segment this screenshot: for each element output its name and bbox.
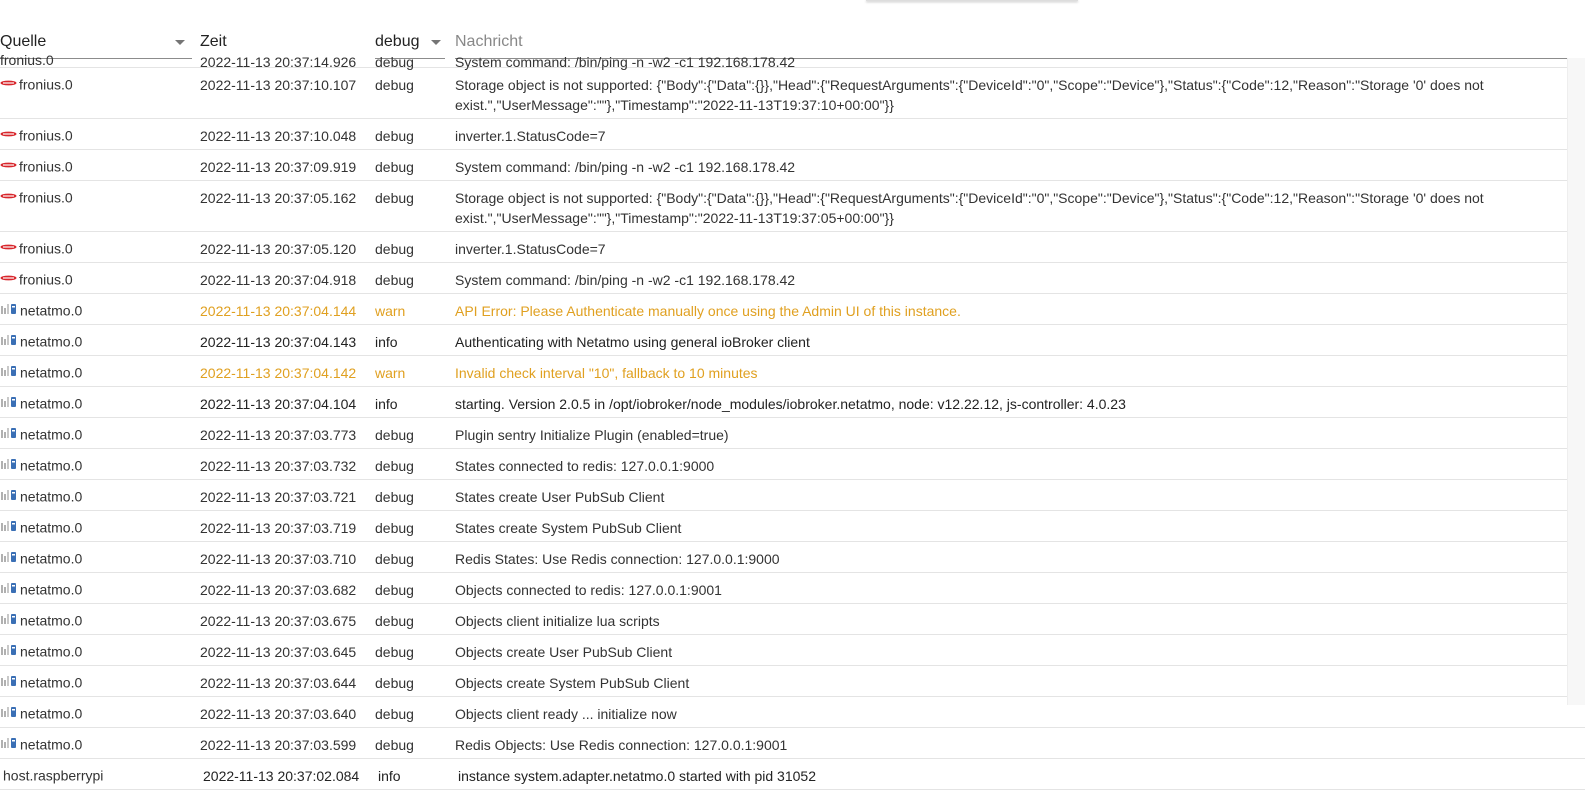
log-time: 2022-11-13 20:37:04.104 xyxy=(200,396,357,412)
fronius-icon xyxy=(0,162,17,168)
table-row xyxy=(0,119,1585,150)
log-time: 2022-11-13 20:37:03.675 xyxy=(200,613,357,629)
log-level: debug xyxy=(375,128,414,144)
netatmo-icon xyxy=(0,737,18,749)
table-row xyxy=(0,294,1585,325)
log-message: Storage object is not supported: {"Body":{"Data":{}},"Head":{"RequestArguments":{"DeviceId":"0","Scope":"Device"},"Status":{"Code":12,"Reason":"Storage '0' does not exist.","UserMessage":""},"Timestamp":"2022-11-13T19:37:05+00:00"}} xyxy=(455,190,1484,226)
vertical-scrollbar[interactable] xyxy=(1567,58,1585,705)
log-time: 2022-11-13 20:37:14.926 xyxy=(200,54,357,70)
log-source-label: netatmo.0 xyxy=(20,705,83,722)
level-filter-label: debug xyxy=(375,33,420,50)
netatmo-icon xyxy=(0,396,18,408)
log-message: API Error: Please Authenticate manually once using the Admin UI of this instance. xyxy=(455,303,961,319)
table-row xyxy=(0,181,1585,232)
log-source xyxy=(0,150,200,180)
log-source-label: netatmo.0 xyxy=(20,736,83,753)
log-level: debug xyxy=(375,582,414,598)
log-source xyxy=(0,232,200,262)
log-time: 2022-11-13 20:37:03.773 xyxy=(200,427,357,443)
log-source-label: fronius.0 xyxy=(19,240,73,257)
log-message: Objects client ready ... initialize now xyxy=(455,706,677,722)
log-source-label: host.raspberrypi xyxy=(3,767,104,784)
log-message: Authenticating with Netatmo using general ioBroker client xyxy=(455,334,810,350)
log-source-label: fronius.0 xyxy=(19,158,73,175)
log-source-label: netatmo.0 xyxy=(20,333,83,350)
log-level: debug xyxy=(375,458,414,474)
log-message: inverter.1.StatusCode=7 xyxy=(455,241,606,257)
log-level: info xyxy=(375,396,398,412)
log-source xyxy=(0,356,200,386)
log-message: Objects connected to redis: 127.0.0.1:9001 xyxy=(455,582,722,598)
log-message: States create System PubSub Client xyxy=(455,520,682,536)
log-time: 2022-11-13 20:37:03.721 xyxy=(200,489,357,505)
log-source xyxy=(0,542,200,572)
log-time: 2022-11-13 20:37:04.918 xyxy=(200,272,357,288)
table-row xyxy=(0,573,1585,604)
log-level: debug xyxy=(375,159,414,175)
log-time: 2022-11-13 20:37:10.107 xyxy=(200,77,357,93)
log-source xyxy=(0,511,200,541)
log-source-label: netatmo.0 xyxy=(20,457,83,474)
log-time: 2022-11-13 20:37:02.084 xyxy=(203,768,360,784)
log-time: 2022-11-13 20:37:03.599 xyxy=(200,737,357,753)
log-source xyxy=(0,573,200,603)
log-source-label: netatmo.0 xyxy=(20,519,83,536)
log-time: 2022-11-13 20:37:03.710 xyxy=(200,551,357,567)
log-message: System command: /bin/ping -n -w2 -c1 192.168.178.42 xyxy=(455,54,796,70)
log-time: 2022-11-13 20:37:04.143 xyxy=(200,334,357,350)
table-row xyxy=(0,511,1585,542)
log-source-label: netatmo.0 xyxy=(20,550,83,567)
log-time: 2022-11-13 20:37:03.732 xyxy=(200,458,357,474)
log-message: Redis Objects: Use Redis connection: 127.0.0.1:9001 xyxy=(455,737,788,753)
table-row xyxy=(0,542,1585,573)
log-source xyxy=(0,68,200,118)
table-row xyxy=(0,387,1585,418)
log-level: debug xyxy=(375,675,414,691)
log-time: 2022-11-13 20:37:03.719 xyxy=(200,520,357,536)
log-source-label: netatmo.0 xyxy=(20,364,83,381)
log-source-label: netatmo.0 xyxy=(20,426,83,443)
log-level: debug xyxy=(375,551,414,567)
log-source xyxy=(0,263,200,293)
log-source xyxy=(0,759,203,789)
time-header-label: Zeit xyxy=(200,33,227,50)
log-level: debug xyxy=(375,737,414,753)
log-source-label: fronius.0 xyxy=(19,271,73,288)
log-source-label: netatmo.0 xyxy=(20,674,83,691)
log-time: 2022-11-13 20:37:10.048 xyxy=(200,128,357,144)
table-row xyxy=(0,480,1585,511)
fronius-icon xyxy=(0,244,17,250)
netatmo-icon xyxy=(0,427,18,439)
log-message: inverter.1.StatusCode=7 xyxy=(455,128,606,144)
table-row xyxy=(0,68,1585,119)
log-level: debug xyxy=(375,427,414,443)
fronius-icon xyxy=(0,131,17,137)
log-source xyxy=(0,387,200,417)
log-level: warn xyxy=(375,303,406,319)
table-row xyxy=(0,263,1585,294)
log-time: 2022-11-13 20:37:04.144 xyxy=(200,303,357,319)
table-row xyxy=(0,635,1585,666)
netatmo-icon xyxy=(0,334,18,346)
log-message: Objects create User PubSub Client xyxy=(455,644,673,660)
log-source xyxy=(0,418,200,448)
log-time: 2022-11-13 20:37:09.919 xyxy=(200,159,357,175)
netatmo-icon xyxy=(0,706,18,718)
log-source xyxy=(0,325,200,355)
log-source: fronius.0 xyxy=(0,52,54,68)
netatmo-icon xyxy=(0,551,18,563)
log-source xyxy=(0,294,200,324)
table-row xyxy=(0,697,1585,728)
table-row xyxy=(0,325,1585,356)
log-level: debug xyxy=(375,706,414,722)
log-source xyxy=(0,181,200,231)
log-table xyxy=(0,52,1585,784)
log-source-label: netatmo.0 xyxy=(20,488,83,505)
log-level: debug xyxy=(375,613,414,629)
log-source-label: fronius.0 xyxy=(19,189,73,206)
netatmo-icon xyxy=(0,489,18,501)
log-message: instance system.adapter.netatmo.0 started with pid 31052 xyxy=(458,768,816,784)
log-time: 2022-11-13 20:37:05.162 xyxy=(200,190,357,206)
log-message: Objects client initialize lua scripts xyxy=(455,613,660,629)
netatmo-icon xyxy=(0,644,18,656)
table-row xyxy=(0,604,1585,635)
log-time: 2022-11-13 20:37:03.640 xyxy=(200,706,357,722)
table-row xyxy=(0,356,1585,387)
log-source xyxy=(0,666,200,696)
log-source-label: netatmo.0 xyxy=(20,581,83,598)
message-filter-placeholder: Nachricht xyxy=(455,33,523,50)
netatmo-icon xyxy=(0,303,18,315)
log-source xyxy=(0,635,200,665)
log-source-label: netatmo.0 xyxy=(20,302,83,319)
table-row xyxy=(0,418,1585,449)
log-level: debug xyxy=(375,77,414,93)
netatmo-icon xyxy=(0,458,18,470)
log-message: Objects create System PubSub Client xyxy=(455,675,690,691)
log-level: debug xyxy=(375,644,414,660)
popup-edge xyxy=(866,0,1078,1)
table-row xyxy=(0,759,1585,790)
log-source-label: netatmo.0 xyxy=(20,612,83,629)
log-source-label: fronius.0 xyxy=(19,76,73,93)
log-message: System command: /bin/ping -n -w2 -c1 192.168.178.42 xyxy=(455,272,796,288)
source-filter-label: Quelle xyxy=(0,33,47,50)
log-level: info xyxy=(378,768,401,784)
log-source xyxy=(0,604,200,634)
netatmo-icon xyxy=(0,582,18,594)
table-row xyxy=(0,449,1585,480)
log-level: debug xyxy=(375,190,414,206)
fronius-icon xyxy=(0,275,17,281)
log-message: States create User PubSub Client xyxy=(455,489,665,505)
log-time: 2022-11-13 20:37:03.644 xyxy=(200,675,357,691)
log-message: Storage object is not supported: {"Body":{"Data":{}},"Head":{"RequestArguments":{"DeviceId":"0","Scope":"Device"},"Status":{"Code":12,"Reason":"Storage '0' does not exist.","UserMessage":""},"Timestamp":"2022-11-13T19:37:10+00:00"}} xyxy=(455,77,1484,113)
table-row xyxy=(0,150,1585,181)
log-message: Invalid check interval "10", fallback to 10 minutes xyxy=(455,365,758,381)
log-message: Redis States: Use Redis connection: 127.0.0.1:9000 xyxy=(455,551,780,567)
fronius-icon xyxy=(0,193,17,199)
log-level: debug xyxy=(375,272,414,288)
netatmo-icon xyxy=(0,613,18,625)
fronius-icon xyxy=(0,80,17,86)
log-level: info xyxy=(375,334,398,350)
log-time: 2022-11-13 20:37:03.645 xyxy=(200,644,357,660)
log-time: 2022-11-13 20:37:04.142 xyxy=(200,365,357,381)
log-source-label: netatmo.0 xyxy=(20,643,83,660)
log-source xyxy=(0,480,200,510)
table-row xyxy=(0,232,1585,263)
log-level: debug xyxy=(375,489,414,505)
log-source xyxy=(0,697,200,727)
log-time: 2022-11-13 20:37:05.120 xyxy=(200,241,357,257)
netatmo-icon xyxy=(0,365,18,377)
log-time: 2022-11-13 20:37:03.682 xyxy=(200,582,357,598)
table-row xyxy=(0,666,1585,697)
log-level: debug xyxy=(375,520,414,536)
log-source-label: netatmo.0 xyxy=(20,395,83,412)
log-source xyxy=(0,449,200,479)
log-level: warn xyxy=(375,365,406,381)
log-level: debug xyxy=(375,54,414,70)
table-row xyxy=(0,52,1585,70)
log-message: starting. Version 2.0.5 in /opt/iobroker/node_modules/iobroker.netatmo, node: v12.22.12, js-controller: 4.0.23 xyxy=(455,396,1126,412)
log-source xyxy=(0,119,200,149)
log-message: States connected to redis: 127.0.0.1:9000 xyxy=(455,458,715,474)
log-source-label: fronius.0 xyxy=(19,127,73,144)
log-source xyxy=(0,728,200,758)
log-message: System command: /bin/ping -n -w2 -c1 192.168.178.42 xyxy=(455,159,796,175)
table-row xyxy=(0,728,1585,759)
log-message: Plugin sentry Initialize Plugin (enabled=true) xyxy=(455,427,729,443)
netatmo-icon xyxy=(0,520,18,532)
log-level: debug xyxy=(375,241,414,257)
netatmo-icon xyxy=(0,675,18,687)
